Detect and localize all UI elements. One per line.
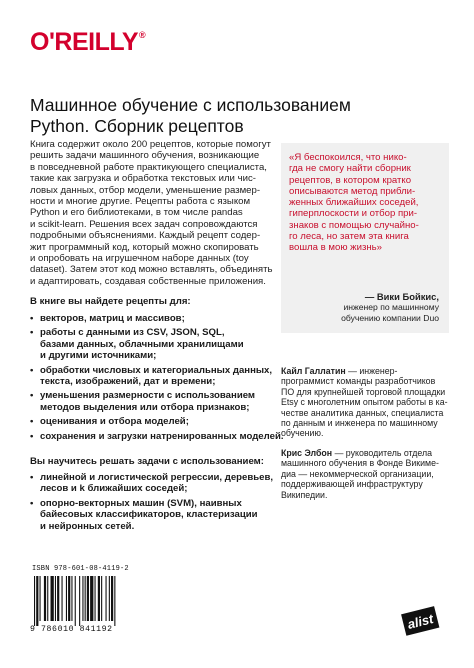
list-item-line: • опорно-векторных машин (SVM), наивных	[40, 497, 242, 509]
quote-author-role-2: обучению компании Duo	[341, 312, 439, 323]
list-item-line: • уменьшения размерности с использованием	[40, 390, 256, 402]
list-item-line: • сохранения и загрузки натренированных моделей.	[40, 430, 284, 442]
description-line: ловых данных, отбор модели, уменьшение размер-	[30, 184, 261, 196]
bio-line: — руководитель отдела	[332, 448, 433, 458]
bio-line: Википедии.	[281, 489, 328, 500]
list-item-line: и нейронных сетей.	[40, 520, 135, 532]
barcode	[30, 576, 146, 626]
recipes-list	[30, 313, 284, 445]
list-item-line: байесовых классификаторов, кластеризации	[40, 509, 258, 521]
barcode-bar	[36, 576, 38, 626]
barcode-bar	[114, 576, 115, 626]
quote-line: гиперплоскости и отбор при-	[289, 208, 418, 220]
list-item	[30, 430, 284, 442]
quote-author-name: — Вики Бойкис,	[364, 291, 439, 302]
barcode-bar	[87, 576, 89, 621]
list-item-line: • векторов, матриц и массивов;	[40, 313, 185, 324]
oreilly-logo	[30, 28, 144, 57]
description-line: подробными объяснениями. Каждый рецепт содер-	[30, 230, 261, 242]
barcode-bar	[40, 576, 41, 621]
description-line: в повседневной работе практикующего специалиста,	[30, 161, 267, 173]
author-bio-albon	[281, 448, 451, 500]
barcode-bar	[66, 576, 67, 621]
svg-text:alist: alist	[405, 611, 435, 632]
author-bio-gallatin	[281, 366, 451, 439]
description-line: такие как загрузка и обработка текстовых или чис-	[30, 173, 256, 185]
bio-line: поддерживающей инфраструктуру	[281, 479, 423, 490]
list-item	[30, 365, 280, 388]
barcode-bar	[75, 576, 76, 626]
learn-list	[30, 472, 280, 535]
barcode-bar	[68, 576, 70, 621]
list-item	[30, 327, 280, 361]
description-line: Книга содержит около 200 рецептов, которые помогут	[30, 139, 271, 150]
barcode-bar	[95, 576, 96, 621]
quote-line: описываются метод прибли-	[289, 185, 416, 197]
bio-first-line	[281, 366, 451, 376]
learn-heading: Вы научитесь решать задачи с использованием:	[30, 456, 264, 467]
quote-line: вошла в мою жизнь»	[289, 242, 382, 254]
title-line-2: Python. Сборник рецептов	[30, 116, 244, 136]
bio-line: диа — некоммерческой организации,	[281, 468, 434, 479]
barcode-bar	[106, 576, 107, 621]
barcode-bar	[47, 576, 48, 621]
list-item-line: • оценивания и отбора моделей;	[40, 416, 189, 428]
description-line: и опробовать на игрушечном наборе данных (toy	[30, 253, 249, 265]
bio-line: машинного обучения в Фонде Викиме-	[281, 458, 439, 469]
quote-line: рецептов, в котором кратко	[289, 174, 412, 186]
title-line-1: Машинное обучение с использованием	[30, 95, 351, 115]
list-item-line: лесов и k ближайших соседей;	[40, 483, 188, 495]
list-item	[30, 498, 280, 532]
quote-text	[289, 152, 444, 254]
registered-mark: ®	[139, 30, 146, 40]
description-line: решить задачи машинного обучения, возникающие	[30, 150, 260, 162]
quote-line: женных ближайших соседей,	[289, 197, 419, 209]
barcode-bar	[55, 576, 56, 621]
barcode-bar	[109, 576, 110, 621]
description-line: dataset). Затем этот код можно вставлять, объединять	[30, 264, 273, 276]
bio-line: по данным и инженера по машинному	[281, 418, 438, 429]
barcode-bar	[57, 576, 59, 621]
recipes-heading: В книге вы найдете рецепты для:	[30, 296, 191, 307]
list-item	[30, 313, 280, 324]
book-title	[30, 95, 450, 137]
barcode-bar	[71, 576, 72, 621]
bio-line: программист команды разработчиков	[281, 376, 436, 387]
isbn-text: ISBN 978-601-08-4119-2	[32, 565, 129, 573]
bio-line: честве аналитика данных, специалиста	[281, 407, 444, 418]
barcode-block	[30, 565, 148, 640]
barcode-bar	[51, 576, 54, 621]
list-item-line: • линейной и логистической регрессии, деревьев,	[40, 472, 274, 483]
description-line: ности и многие другие. Рецепты работа с языком	[30, 196, 251, 208]
bio-line: — инженер-	[345, 366, 398, 376]
barcode-bar	[85, 576, 86, 621]
list-item-line: базами данных, облачными хранилищами	[40, 338, 244, 350]
bio-line: обучению.	[281, 428, 324, 439]
barcode-bar	[44, 576, 46, 621]
bio-line: Etsy с многолетним опытом работы в ка-	[281, 397, 448, 408]
list-item-line: • обработки числовых и категориальных данных,	[40, 364, 273, 376]
description-line: Python и его библиотеками, в том числе pandas	[30, 207, 243, 219]
list-item	[30, 390, 280, 413]
bio-line: ПО для крупнейшей торговой площадки	[281, 386, 446, 397]
bio-first-line	[281, 448, 451, 458]
book-description	[30, 139, 272, 287]
quote-line: гда не смогу найти сборник	[289, 163, 411, 175]
list-item-line: текста, изображений, дат и времени;	[40, 376, 216, 388]
barcode-bar	[90, 576, 93, 621]
description-line: и адаптировать, создавая собственные приложения.	[30, 275, 266, 287]
quote-line: знаков с помощью случайно-	[289, 219, 419, 231]
list-item-line: методов выделения или отбора признаков;	[40, 401, 250, 413]
barcode-bar	[34, 576, 35, 626]
barcode-bar	[111, 576, 113, 621]
barcode-bar	[82, 576, 83, 621]
description-line: и scikit-learn. Решения всех задач сопровождаются	[30, 218, 258, 230]
quote-line: «Я беспокоился, что нико-	[289, 152, 407, 163]
list-item-line: • работы с данными из CSV, JSON, SQL,	[40, 327, 225, 339]
description-line: жит программный код, который можно скопировать	[30, 241, 259, 253]
list-item-line: и другими источниками;	[40, 350, 157, 362]
barcode-bar	[98, 576, 100, 621]
quote-author	[289, 292, 439, 323]
list-item	[30, 472, 280, 495]
bio-author-name: Кайл Галлатин	[281, 366, 346, 376]
alist-publisher-logo	[395, 600, 445, 640]
barcode-digits: 9 786010 841192	[30, 625, 113, 634]
list-item	[30, 416, 280, 427]
quote-line: го леса, но затем эта книга	[289, 231, 409, 243]
barcode-bar	[101, 576, 102, 621]
logo-text: O'REILLY	[30, 28, 138, 56]
barcode-bar	[62, 576, 63, 621]
barcode-bar	[79, 576, 80, 626]
quote-author-role-1: инженер по машинному	[343, 302, 439, 313]
bio-author-name: Крис Элбон	[281, 448, 333, 458]
